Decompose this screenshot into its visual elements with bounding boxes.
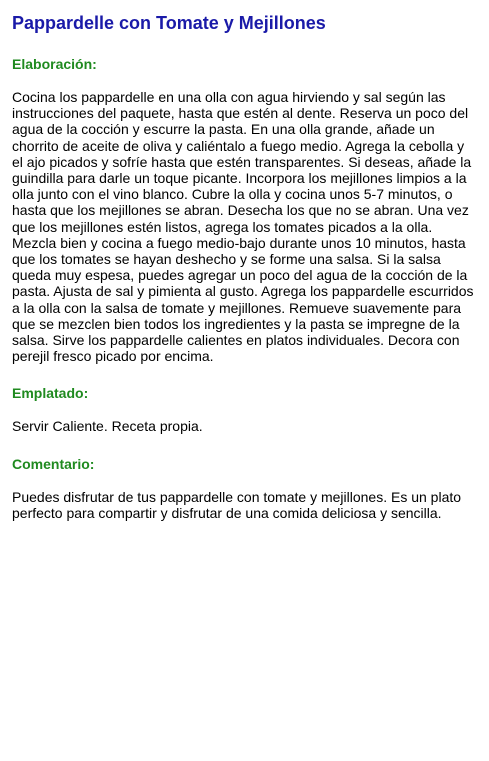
page-title: Pappardelle con Tomate y Mejillones xyxy=(12,13,326,33)
section-heading-elaboracion: Elaboración: xyxy=(12,56,97,72)
section-emplatado xyxy=(12,384,477,434)
section-body-elaboracion: Cocina los pappardelle en una olla con agua hirviendo y sal según las instrucciones del paquete, hasta que estén al dente. Reserva un poco del agua de la cocción y escurre la pasta. En una olla grande, añade un chorrito de aceite de oliva y caliéntalo a fuego medio. Agrega la cebolla y el ajo picados y sofríe hasta que estén transparentes. Si deseas, añade la guindilla para darle un toque picante. Incorpora los mejillones limpios a la olla junto con el vino blanco. Cubre la olla y cocina unos 5-7 minutos, o hasta que los mejillones se abran. Desecha los que no se abran. Una vez que los mejillones estén listos, agrega los tomates picados a la olla. Mezcla bien y cocina a fuego medio-bajo durante unos 10 minutos, hasta que los tomates se hayan deshecho y se forme una salsa. Si la salsa queda muy espesa, puedes agregar un poco del agua de la cocción de la pasta. Ajusta de sal y pimienta al gusto. Agrega los pappardelle escurridos a la olla con la salsa de tomate y mejillones. Remueve suavemente para que se mezclen bien todos los ingredientes y la pasta se impregne de la salsa. Sirve los pappardelle calientes en platos individuales. Decora con perejil fresco picado por encima. xyxy=(12,89,474,365)
section-body-emplatado: Servir Caliente. Receta propia. xyxy=(12,418,203,435)
section-comentario xyxy=(12,455,477,521)
section-heading-emplatado: Emplatado: xyxy=(12,385,89,402)
section-heading-comentario: Comentario: xyxy=(12,455,95,472)
section-body-comentario: Puedes disfrutar de tus pappardelle con tomate y mejillones. Es un plato perfecto para compartir y disfrutar de una comida deliciosa y sencilla. xyxy=(12,488,462,521)
section-elaboracion xyxy=(12,55,477,364)
